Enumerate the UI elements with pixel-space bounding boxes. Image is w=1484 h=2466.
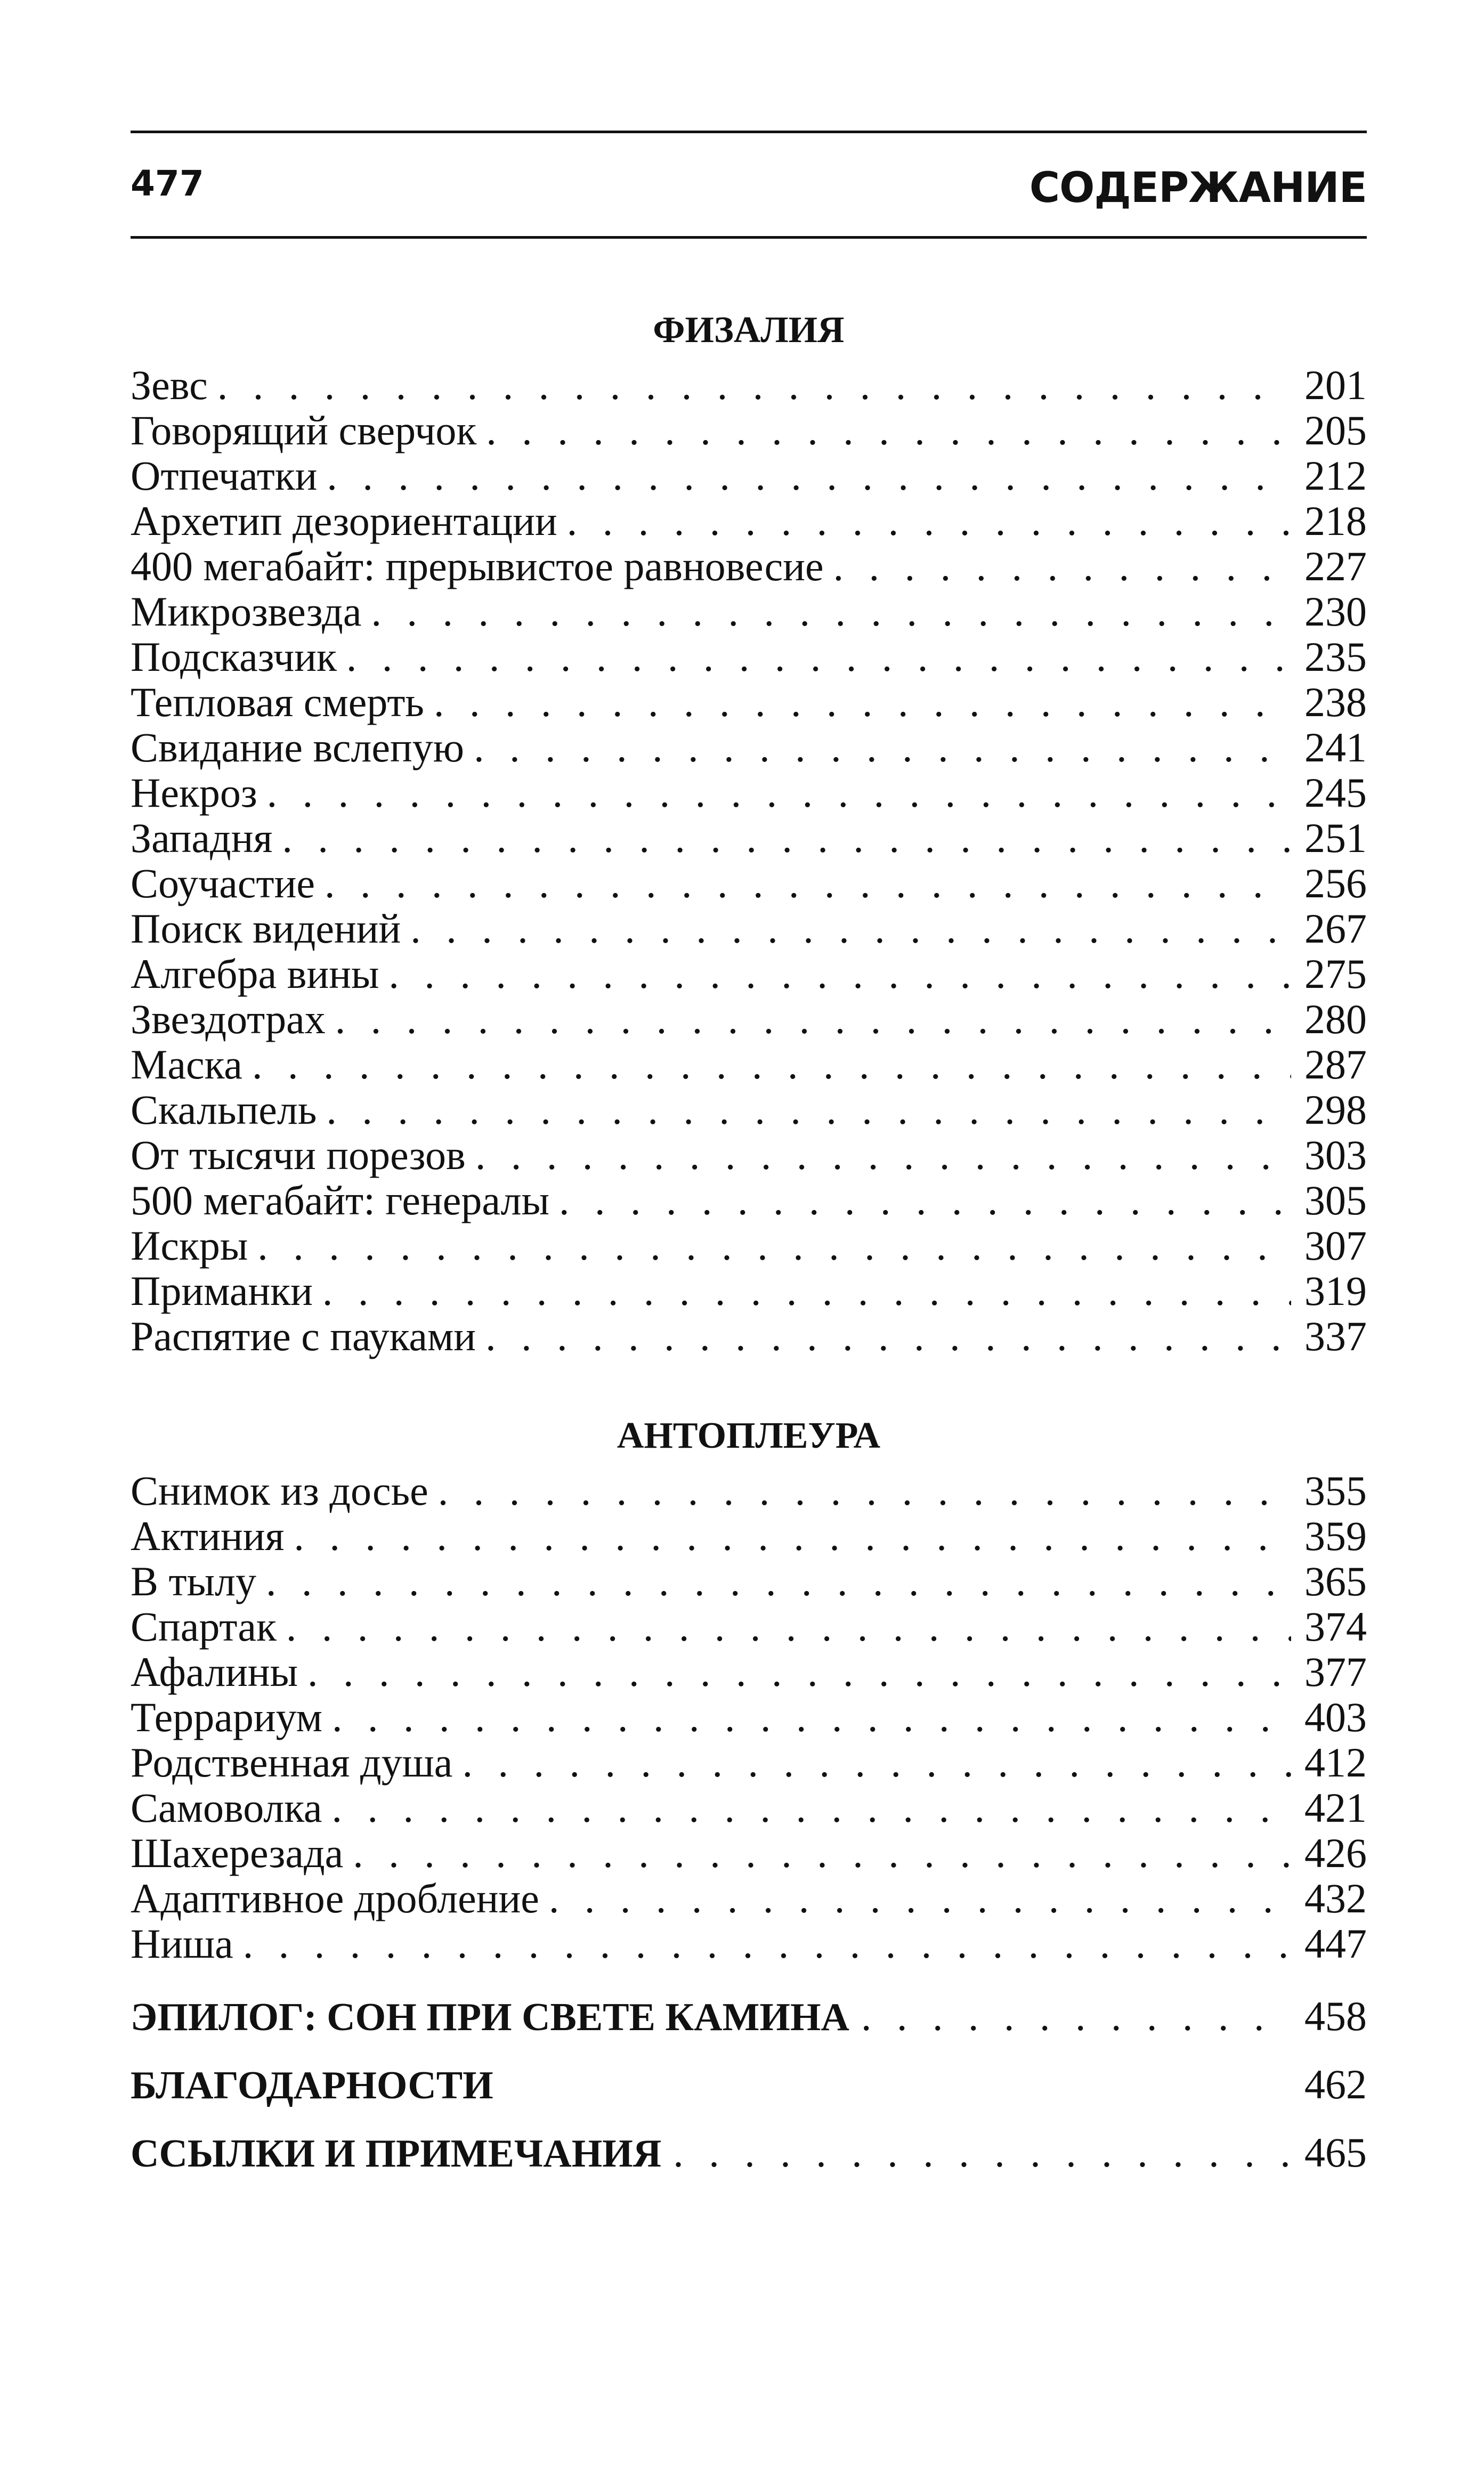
entry-title: Снимок из досье [131,1467,428,1514]
entry-title: Приманки [131,1268,313,1314]
toc-entry[interactable] [131,725,1367,770]
toc-entry[interactable] [131,679,1367,725]
entry-title: Соучастие [131,860,315,906]
toc-entry[interactable] [131,861,1367,906]
entry-page-number: 365 [1304,1558,1367,1604]
entry-title: Говорящий сверчок [131,407,477,453]
final-entry-acknowledgements[interactable] [131,2050,1367,2119]
dot-leader [322,1268,1291,1313]
entry-title: 500 мегабайт: генералы [131,1177,549,1223]
entry-page-number: 421 [1304,1784,1367,1831]
dot-leader [327,453,1291,498]
toc-entry[interactable] [131,815,1367,861]
dot-leader [325,861,1291,906]
entry-page-number: 403 [1304,1694,1367,1740]
entry-page-number: 337 [1304,1313,1367,1359]
toc-entry[interactable] [131,408,1367,453]
dot-leader [549,1876,1291,1921]
dot-leader [282,815,1291,861]
dot-leader [462,1740,1291,1785]
entry-page-number: 465 [1304,2129,1367,2176]
toc-entry[interactable] [131,1921,1367,1966]
header-bottom-rule [131,236,1367,239]
toc-entry[interactable] [131,1649,1367,1694]
toc-entry[interactable] [131,1876,1367,1921]
dot-leader [833,544,1291,589]
dot-leader [243,1921,1291,1966]
dot-leader [346,634,1291,679]
entry-title: Шахерезада [131,1830,344,1876]
toc-entry[interactable] [131,1468,1367,1513]
entry-page-number: 218 [1304,498,1367,544]
final-entry-epilogue[interactable] [131,1982,1367,2050]
toc-entry[interactable] [131,1785,1367,1830]
dot-leader [486,408,1291,453]
dot-leader [332,1785,1291,1830]
dot-leader [353,1830,1291,1876]
dot-leader [294,1513,1291,1559]
entry-page-number: 238 [1304,679,1367,725]
toc-entry[interactable] [131,1087,1367,1132]
entry-title: Зевс [131,362,208,408]
entry-title: В тылу [131,1558,256,1604]
toc-entry[interactable] [131,1313,1367,1359]
entry-page-number: 256 [1304,860,1367,906]
entry-title: Отпечатки [131,452,318,499]
entry-page-number: 303 [1304,1132,1367,1178]
entry-title: Поиск видений [131,905,401,952]
entry-title: ССЫЛКИ И ПРИМЕЧАНИЯ [131,2132,662,2176]
entry-page-number: 359 [1304,1513,1367,1559]
entry-title: Террариум [131,1694,322,1740]
dot-leader [474,725,1291,770]
toc-entry[interactable] [131,1694,1367,1740]
dot-leader [559,1178,1291,1223]
dot-leader [307,1649,1291,1694]
entry-page-number: 374 [1304,1603,1367,1650]
dot-leader [567,498,1291,544]
entry-page-number: 412 [1304,1739,1367,1786]
toc-entry[interactable] [131,1740,1367,1785]
entry-page-number: 319 [1304,1268,1367,1314]
entry-page-number: 280 [1304,996,1367,1042]
toc-section-antopleura [131,1404,1367,1966]
entry-page-number: 458 [1304,1993,1367,2039]
entry-title: От тысячи порезов [131,1132,466,1178]
entry-title: Актиния [131,1513,285,1559]
entry-page-number: 377 [1304,1649,1367,1695]
entry-title: Тепловая смерть [131,679,424,725]
entry-page-number: 235 [1304,634,1367,680]
entry-title: БЛАГОДАРНОСТИ [131,2064,493,2107]
toc-entry[interactable] [131,906,1367,951]
entry-page-number: 298 [1304,1086,1367,1133]
entry-page-number: 287 [1304,1041,1367,1088]
toc-entry[interactable] [131,1132,1367,1178]
entry-page-number: 426 [1304,1830,1367,1876]
entry-title: Подсказчик [131,634,337,680]
entry-page-number: 267 [1304,905,1367,952]
entry-page-number: 201 [1304,362,1367,408]
entry-page-number: 355 [1304,1467,1367,1514]
toc-entry[interactable] [131,544,1367,589]
entry-title: Самоволка [131,1784,322,1831]
entry-page-number: 447 [1304,1920,1367,1967]
entry-list [131,362,1367,1359]
toc-entry[interactable] [131,1559,1367,1604]
dot-leader [475,1132,1291,1178]
dot-leader [434,679,1291,725]
section-title: АНТОПЛЕУРА [617,1415,881,1456]
entry-page-number: 251 [1304,815,1367,861]
toc-entry[interactable] [131,996,1367,1042]
entry-page-number: 212 [1304,452,1367,499]
final-entry-references[interactable] [131,2119,1367,2187]
toc-entry[interactable] [131,1830,1367,1876]
dot-leader [217,362,1291,408]
entry-title: Искры [131,1222,248,1269]
dot-leader [438,1468,1291,1513]
toc-entry[interactable] [131,362,1367,408]
entry-title: Афалины [131,1649,298,1695]
header-top-rule [131,131,1367,133]
dot-leader [267,770,1291,815]
dot-leader [388,951,1291,996]
toc-entry[interactable] [131,1178,1367,1223]
toc-section-fizaliya [131,298,1367,1359]
dot-leader [335,996,1291,1042]
dot-leader [266,1559,1291,1604]
dot-leader [257,1223,1291,1268]
dot-leader [286,1604,1291,1649]
entry-title: Маска [131,1041,242,1088]
entry-title: Алгебра вины [131,951,379,997]
dot-leader [326,1087,1291,1132]
entry-page-number: 245 [1304,769,1367,816]
entry-title: Ниша [131,1920,233,1967]
dot-leader [332,1694,1291,1740]
dot-leader [410,906,1291,951]
entry-page-number: 230 [1304,588,1367,635]
running-title: СОДЕРЖАНИЕ [1029,164,1367,212]
entry-title: Скальпель [131,1086,317,1133]
dot-leader [673,2119,1291,2187]
entry-page-number: 227 [1304,543,1367,589]
entry-page-number: 241 [1304,724,1367,770]
entry-title: Родственная душа [131,1739,453,1786]
entry-page-number: 307 [1304,1222,1367,1269]
dot-leader [252,1042,1291,1087]
toc-entry[interactable] [131,589,1367,634]
entry-title: Свидание вслепую [131,724,465,770]
section-title: ФИЗАЛИЯ [653,310,845,351]
entry-title: 400 мегабайт: прерывистое равновесие [131,543,824,589]
toc-entry[interactable] [131,770,1367,815]
dot-leader [861,1982,1291,2050]
final-entries [131,1982,1367,2187]
toc-entry[interactable] [131,453,1367,498]
entry-title: Западня [131,815,273,861]
toc-entry[interactable] [131,1042,1367,1087]
toc-entry[interactable] [131,1268,1367,1313]
entry-page-number: 305 [1304,1177,1367,1223]
entry-title: Микрозвезда [131,588,362,635]
entry-list [131,1468,1367,1966]
entry-title: ЭПИЛОГ: СОН ПРИ СВЕТЕ КАМИНА [131,1995,849,2039]
dot-leader [371,589,1291,634]
toc-entry[interactable] [131,498,1367,544]
entry-title: Адаптивное дробление [131,1875,539,1921]
entry-page-number: 205 [1304,407,1367,453]
entry-title: Архетип дезориентации [131,498,557,544]
toc-entry[interactable] [131,1604,1367,1649]
entry-page-number: 275 [1304,951,1367,997]
entry-page-number: 432 [1304,1875,1367,1921]
dot-leader [485,1313,1291,1359]
entry-title: Звездотрах [131,996,326,1042]
toc-entry[interactable] [131,1513,1367,1559]
entry-title: Распятие с пауками [131,1313,476,1359]
entry-title: Некроз [131,769,257,816]
toc-entry[interactable] [131,951,1367,996]
page-number: 477 [131,163,204,204]
entry-page-number: 462 [1304,2061,1367,2107]
toc-entry[interactable] [131,634,1367,679]
entry-title: Спартак [131,1603,277,1650]
toc-entry[interactable] [131,1223,1367,1268]
table-of-contents [131,298,1367,2187]
